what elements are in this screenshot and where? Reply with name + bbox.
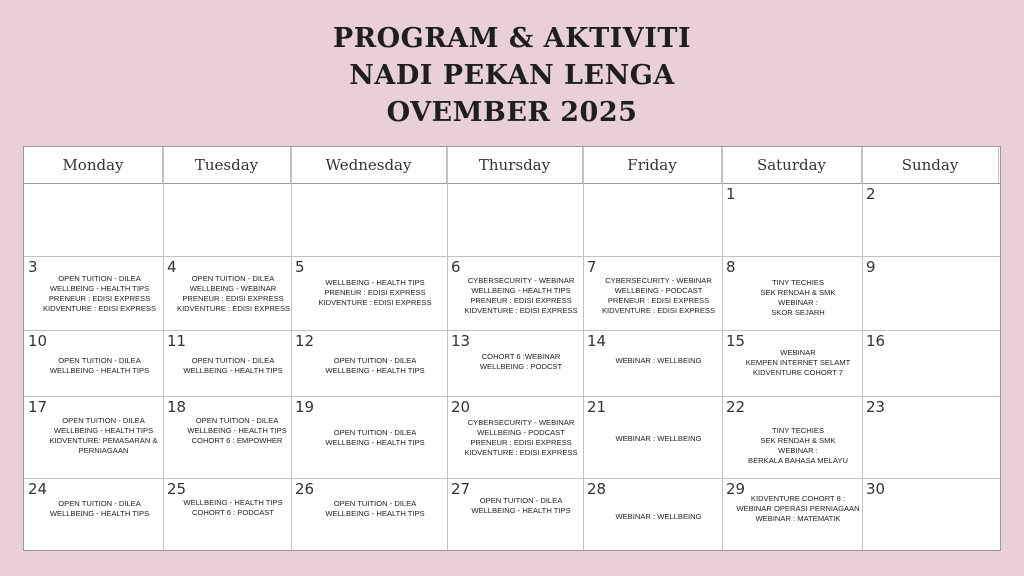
event-list	[305, 278, 445, 308]
event-list	[597, 434, 720, 444]
day-cell[interactable]	[24, 330, 163, 396]
event-item: COHORT 6 : EMPOWHER	[191, 436, 283, 445]
event-item: WEBINAR : MATEMATIK	[755, 514, 841, 523]
event-list	[305, 428, 445, 448]
event-item: WELLBEING - HEALTH TIPS	[325, 509, 425, 518]
day-cell[interactable]	[722, 478, 862, 550]
day-cell[interactable]	[291, 478, 447, 550]
event-item: WELLBEING - HEALTH TIPS	[471, 506, 571, 515]
event-item: CYBERSECURITY - WEBINAR	[467, 418, 575, 427]
day-header-saturday: Saturday	[722, 147, 862, 183]
day-cell[interactable]	[722, 396, 862, 478]
day-number: 13	[451, 332, 471, 350]
event-list	[597, 276, 720, 316]
day-number: 15	[726, 332, 746, 350]
event-item: WELLBEING - HEALTH TIPS	[49, 284, 150, 293]
event-list	[305, 356, 445, 376]
page-title	[0, 20, 1024, 131]
event-item: PRENEUR : EDISI EXPRESS	[470, 296, 572, 305]
event-list	[38, 356, 161, 376]
event-item: CYBERSECURITY - WEBINAR	[605, 276, 712, 285]
day-cell[interactable]	[163, 478, 291, 550]
event-item: WELLBEING - WEBINAR	[189, 284, 277, 293]
day-cell[interactable]	[722, 183, 862, 256]
event-item: KEMPEN INTERNET SELAMT	[745, 358, 851, 367]
day-cell[interactable]	[583, 330, 722, 396]
day-cell[interactable]	[862, 478, 999, 550]
event-item: KIDVENTURE : EDISI EXPRESS	[318, 298, 432, 307]
event-list	[461, 352, 581, 372]
day-cell[interactable]	[163, 330, 291, 396]
day-number: 11	[167, 332, 187, 350]
event-item: OPEN TUITION - DILEA	[195, 416, 279, 425]
day-cell[interactable]	[583, 256, 722, 330]
event-item: OPEN TUITION - DILEA	[191, 274, 275, 283]
event-item: BERKALA BAHASA MELAYU	[748, 456, 848, 465]
event-item: OPEN TUITION - DILEA	[58, 274, 141, 283]
event-item: COHORT 6 : PODCAST	[192, 508, 274, 517]
day-header-monday: Monday	[24, 147, 163, 183]
event-item: WELLBEING - HEALTH TIPS	[325, 438, 425, 447]
day-number: 27	[451, 480, 471, 498]
event-list	[597, 512, 720, 522]
event-item: OPEN TUITION - DILEA	[333, 428, 417, 437]
event-list	[736, 426, 860, 466]
day-cell[interactable]	[862, 396, 999, 478]
day-number: 6	[451, 258, 461, 276]
day-number: 12	[295, 332, 315, 350]
event-item: OPEN TUITION - DILEA	[58, 499, 141, 508]
day-cell[interactable]	[291, 330, 447, 396]
day-cell[interactable]	[862, 183, 999, 256]
event-item: OPEN TUITION - DILEA	[58, 356, 141, 365]
day-cell[interactable]	[24, 256, 163, 330]
event-item: WEBINAR : WELLBEING	[615, 356, 702, 365]
event-item: PRENEUR : EDISI EXPRESS	[470, 438, 572, 447]
event-item: KIDVENTURE : EDISI EXPRESS	[601, 306, 716, 315]
day-number: 20	[451, 398, 471, 416]
day-number: 9	[866, 258, 876, 276]
event-item: WELLBEING - HEALTH TIPS	[471, 286, 571, 295]
day-cell[interactable]	[163, 396, 291, 478]
day-cell[interactable]	[447, 330, 583, 396]
event-item: SEK RENDAH & SMK	[760, 436, 836, 445]
day-header-sunday: Sunday	[862, 147, 999, 183]
day-number: 3	[28, 258, 38, 276]
day-cell[interactable]	[447, 183, 583, 256]
event-item: WELLBEING - PODCAST	[614, 286, 703, 295]
event-list	[177, 274, 289, 314]
event-item: WELLBEING - HEALTH TIPS	[187, 426, 287, 435]
event-item: WEBINAR :	[778, 446, 818, 455]
day-cell[interactable]	[722, 256, 862, 330]
day-number: 7	[587, 258, 597, 276]
day-cell[interactable]	[583, 183, 722, 256]
event-item: KIDVENTURE COHORT 7	[752, 368, 844, 377]
event-list	[597, 356, 720, 366]
event-item: OPEN TUITION - DILEA	[191, 356, 275, 365]
day-number: 30	[866, 480, 886, 498]
day-number: 18	[167, 398, 187, 416]
event-item: WEBINAR OPERASI PERNIAGAAN	[736, 504, 860, 513]
event-item: OPEN TUITION - DILEA	[333, 499, 417, 508]
day-cell[interactable]	[24, 478, 163, 550]
day-cell[interactable]	[163, 256, 291, 330]
day-number: 25	[167, 480, 187, 498]
day-number: 23	[866, 398, 886, 416]
day-cell[interactable]	[862, 256, 999, 330]
event-item: WELLBEING - HEALTH TIPS	[183, 366, 283, 375]
event-list	[305, 499, 445, 519]
day-cell[interactable]	[24, 396, 163, 478]
day-header-tuesday: Tuesday	[163, 147, 291, 183]
day-cell[interactable]	[722, 330, 862, 396]
event-list	[185, 416, 289, 446]
event-list	[736, 348, 860, 378]
event-item: WEBINAR :	[778, 298, 818, 307]
day-number: 8	[726, 258, 736, 276]
event-list	[461, 418, 581, 458]
event-item: KIDVENTURE: PEMASARAN &	[49, 436, 158, 445]
day-number: 19	[295, 398, 315, 416]
event-list	[461, 276, 581, 316]
event-item: CYBERSECURITY - WEBINAR	[467, 276, 575, 285]
day-cell[interactable]	[291, 183, 447, 256]
day-header-thursday: Thursday	[447, 147, 583, 183]
event-item: PRENEUR : EDISI EXPRESS	[48, 294, 151, 303]
event-item: KIDVENTURE : EDISI EXPRESS	[42, 304, 157, 313]
day-number: 24	[28, 480, 48, 498]
event-item: PRENEUR : EDISI EXPRESS	[607, 296, 710, 305]
day-cell[interactable]	[447, 478, 583, 550]
day-cell[interactable]	[447, 256, 583, 330]
day-number: 1	[726, 185, 736, 203]
event-list	[736, 278, 860, 318]
event-item: TINY TECHIES	[771, 278, 825, 287]
event-item: WELLBEING - HEALTH TIPS	[183, 498, 283, 507]
event-item: SKOR SEJARH	[771, 308, 825, 317]
event-item: WELLBEING - HEALTH TIPS	[53, 426, 154, 435]
day-number: 10	[28, 332, 48, 350]
event-list	[177, 356, 289, 376]
day-header-wednesday: Wednesday	[291, 147, 447, 183]
event-item: COHORT 6 :WEBINAR	[481, 352, 561, 361]
event-item: KIDVENTURE : EDISI EXPRESS	[464, 448, 578, 457]
event-list	[461, 496, 581, 516]
event-item: WELLBEING - HEALTH TIPS	[49, 509, 150, 518]
title-line-3: OVEMBER 2025	[386, 97, 638, 128]
event-item: WELLBEING : PODCST	[479, 362, 563, 371]
day-number: 2	[866, 185, 876, 203]
day-number: 17	[28, 398, 48, 416]
event-item: WELLBEING - HEALTH TIPS	[325, 366, 425, 375]
event-list	[46, 416, 161, 456]
day-number: 5	[295, 258, 305, 276]
event-item: KIDVENTURE : EDISI EXPRESS	[464, 306, 578, 315]
event-item: WELLBEING - HEALTH TIPS	[325, 278, 425, 287]
day-number: 21	[587, 398, 607, 416]
day-cell[interactable]	[447, 396, 583, 478]
day-number: 29	[726, 480, 746, 498]
title-line-1: PROGRAM & AKTIVITI	[332, 23, 692, 54]
event-item: KIDVENTURE COHORT 8 :	[750, 494, 846, 503]
event-list	[38, 274, 161, 314]
day-number: 16	[866, 332, 886, 350]
day-cell[interactable]	[583, 396, 722, 478]
calendar-grid	[23, 146, 1001, 551]
day-cell[interactable]	[862, 330, 999, 396]
day-number: 14	[587, 332, 607, 350]
event-item: WEBINAR	[780, 348, 816, 357]
day-cell[interactable]	[291, 256, 447, 330]
event-item: OPEN TUITION - DILEA	[62, 416, 145, 425]
event-list	[38, 499, 161, 519]
event-item: WEBINAR : WELLBEING	[615, 512, 702, 521]
event-item: KIDVENTURE : EDISI EXPRESS	[177, 304, 291, 313]
day-cell[interactable]	[24, 183, 163, 256]
event-item: OPEN TUITION - DILEA	[479, 496, 563, 505]
title-line-2: NADI PEKAN LENGA	[349, 60, 675, 91]
day-number: 26	[295, 480, 315, 498]
day-cell[interactable]	[163, 183, 291, 256]
event-item: TINY TECHIES	[771, 426, 825, 435]
event-item: PRENEUR : EDISI EXPRESS	[182, 294, 284, 303]
event-item: SEK RENDAH & SMK	[760, 288, 836, 297]
day-cell[interactable]	[583, 478, 722, 550]
event-list	[736, 494, 860, 524]
event-item: PRENEUR : EDISI EXPRESS	[324, 288, 426, 297]
day-header-friday: Friday	[583, 147, 722, 183]
event-item: PERNIAGAAN	[78, 446, 129, 455]
event-list	[177, 498, 289, 518]
day-number: 28	[587, 480, 607, 498]
event-item: WELLBEING - PODCAST	[477, 428, 565, 437]
day-number: 4	[167, 258, 177, 276]
event-item: OPEN TUITION - DILEA	[333, 356, 417, 365]
event-item: WEBINAR : WELLBEING	[615, 434, 702, 443]
event-item: WELLBEING - HEALTH TIPS	[49, 366, 150, 375]
day-number: 22	[726, 398, 746, 416]
day-cell[interactable]	[291, 396, 447, 478]
